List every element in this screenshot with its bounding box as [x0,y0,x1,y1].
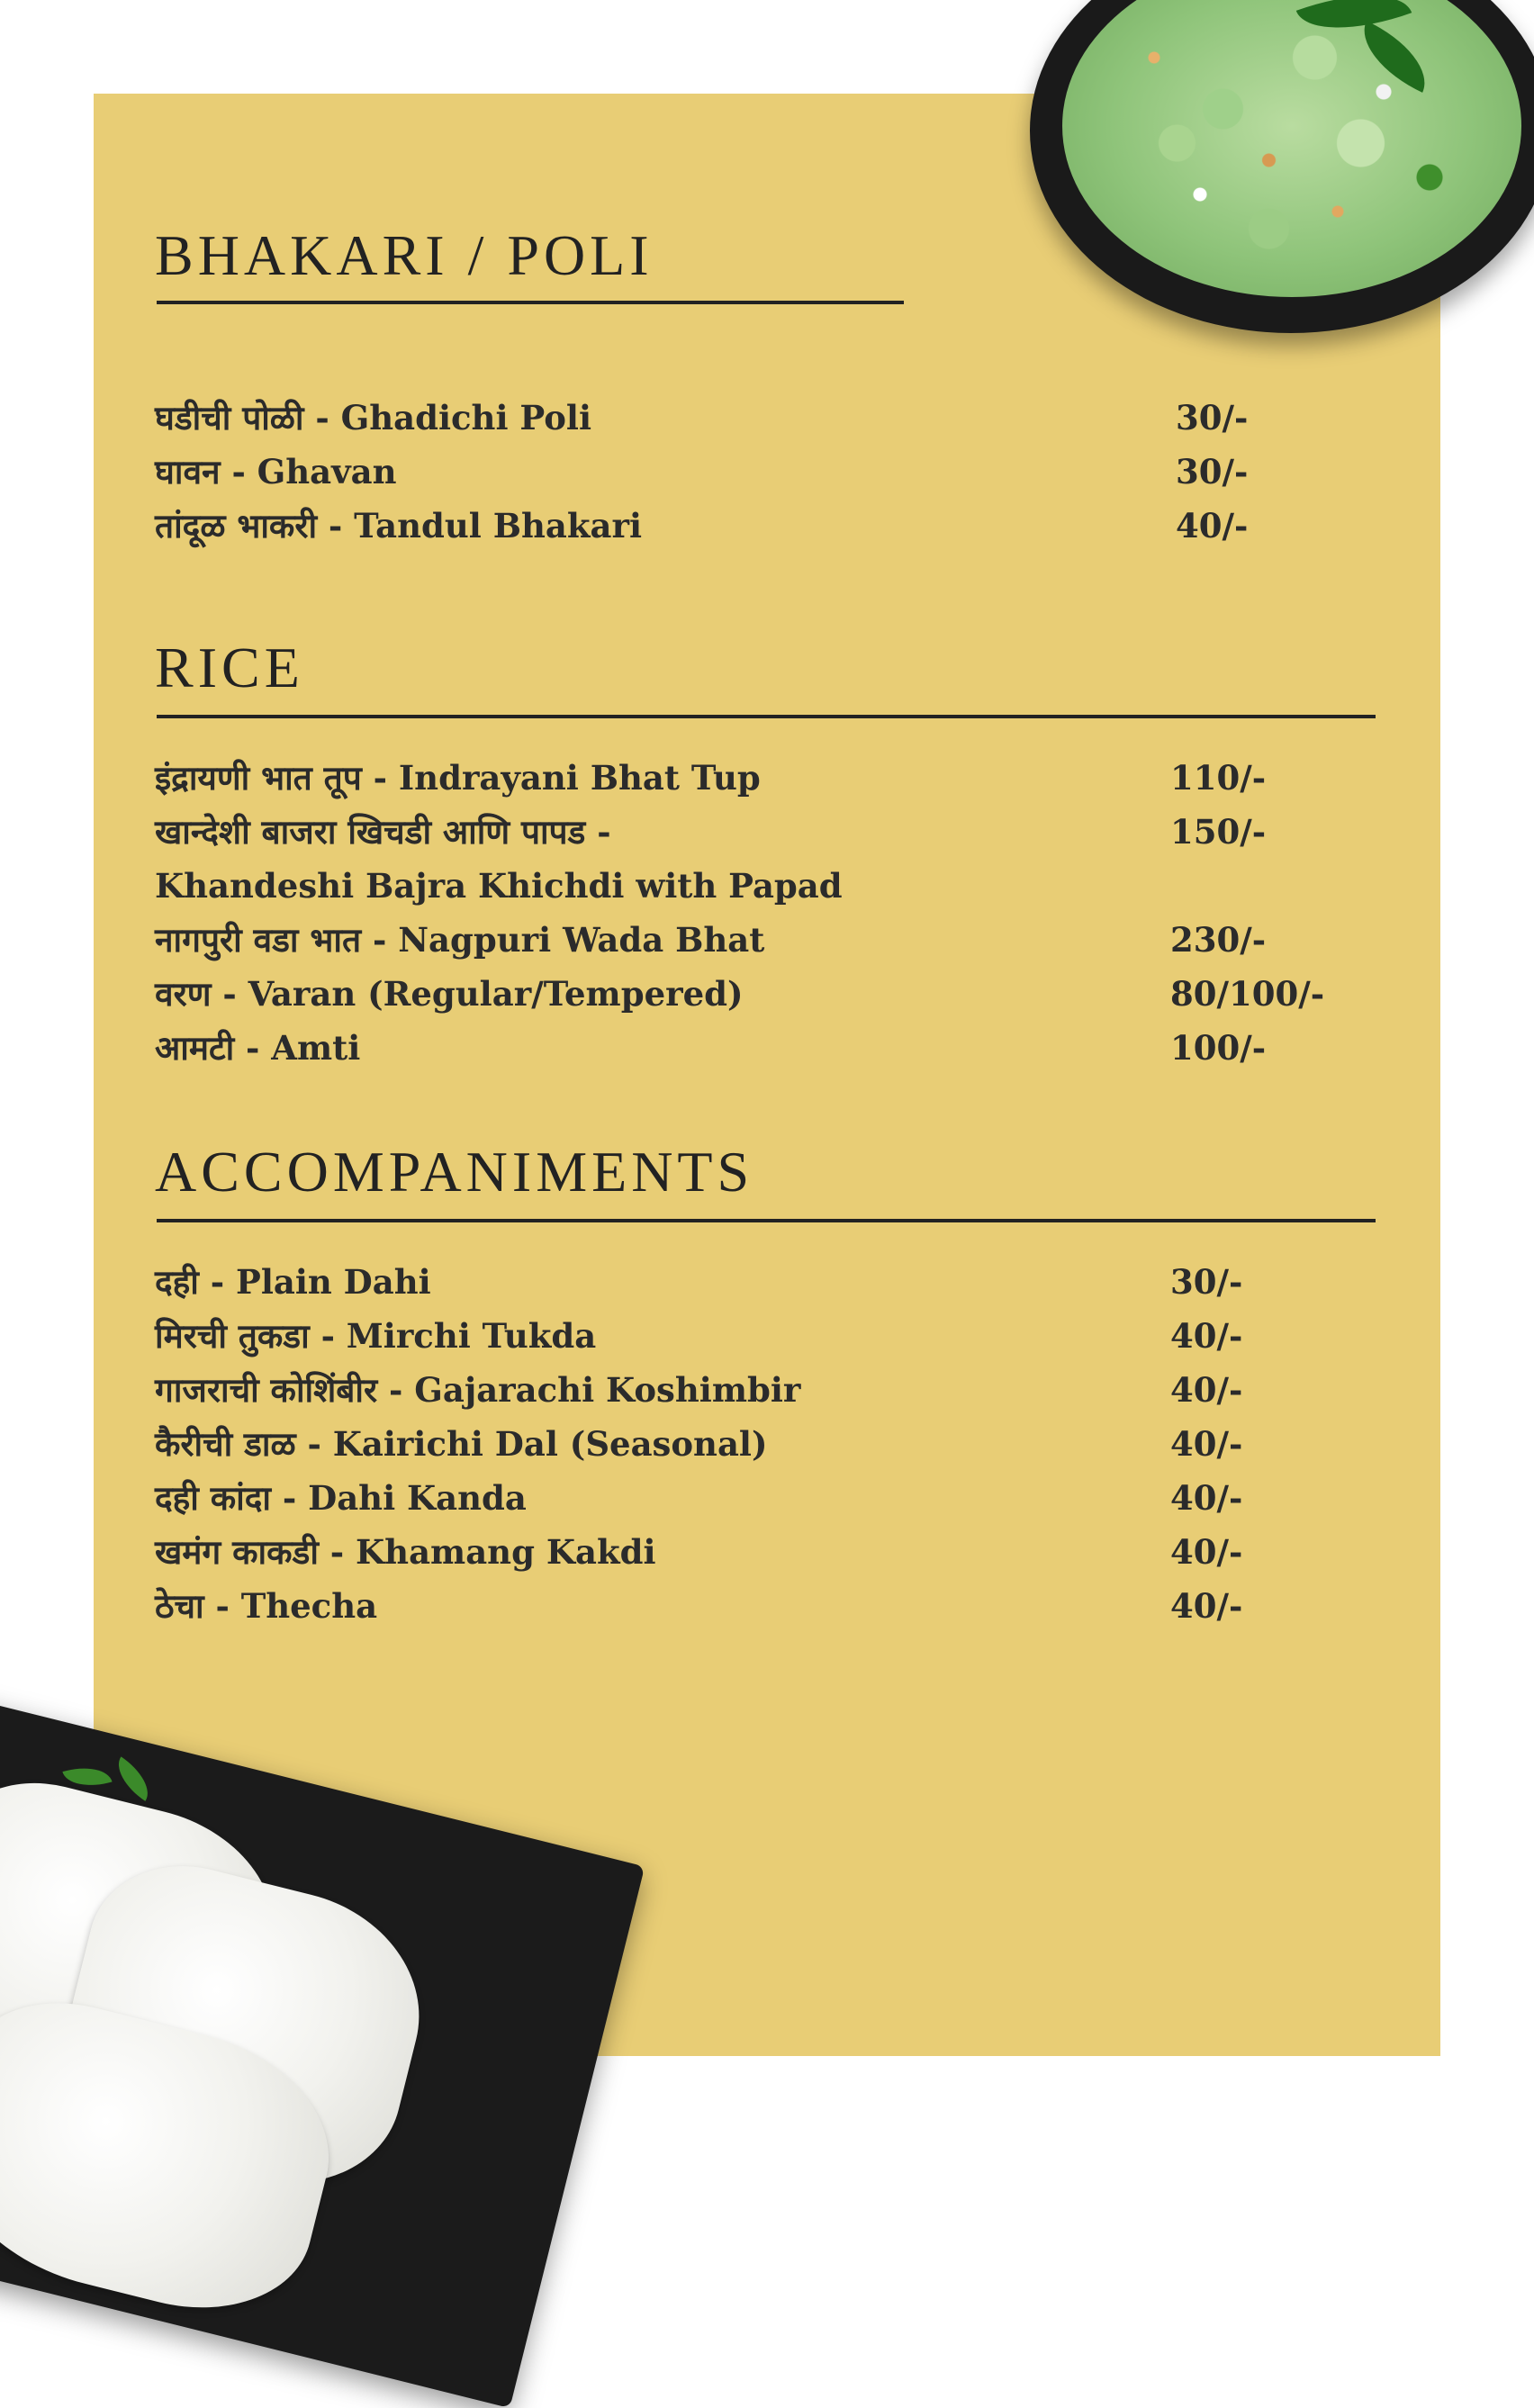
menu-panel [94,94,1440,2056]
menu-item [155,1255,1534,1309]
item-name: Khandeshi Bajra Khichdi with Papad [155,866,843,906]
item-name: घावन - Ghavan [155,452,397,492]
menu-item [155,1363,1534,1417]
item-name: दही - Plain Dahi [155,1262,431,1302]
item-name: गाजराची कोशिंबीर - Gajarachi Koshimbir [155,1370,801,1410]
menu-item [155,499,1534,553]
item-price: 40/- [1170,1424,1243,1464]
menu-item [155,1525,1534,1579]
menu-item-continued [155,859,1534,913]
item-name: दही कांदा - Dahi Kanda [155,1478,527,1518]
item-name: तांदूळ भाकरी - Tandul Bhakari [155,506,643,546]
salad-food [1062,0,1521,297]
item-price: 40/- [1170,1316,1243,1356]
menu-item [155,445,1534,499]
section-divider [157,1219,1376,1222]
section-divider [157,301,904,304]
item-price: 40/- [1170,1532,1243,1572]
item-price: 80/100/- [1170,974,1325,1014]
item-price: 30/- [1176,452,1249,492]
menu-item [155,1417,1534,1471]
item-name: इंद्रायणी भात तूप - Indrayani Bhat Tup [155,758,761,798]
section-title-bhakari-poli: BHAKARI / POLI [155,223,654,287]
item-price: 40/- [1170,1478,1243,1518]
item-name: नागपुरी वडा भात - Nagpuri Wada Bhat [155,920,765,960]
menu-item [155,1471,1534,1525]
menu-item [155,1579,1534,1633]
item-price: 40/- [1170,1586,1243,1626]
section-title-rice: RICE [155,636,304,699]
section-title-accompaniments: ACCOMPANIMENTS [155,1140,754,1204]
item-price: 30/- [1176,398,1249,437]
item-name: कैरीची डाळ - Kairichi Dal (Seasonal) [155,1424,768,1464]
item-name: खमंग काकडी - Khamang Kakdi [155,1532,656,1572]
menu-item [155,1021,1534,1075]
item-name: खान्देशी बाजरा खिचडी आणि पापड - [155,812,611,852]
menu-item [155,391,1534,445]
menu-item [155,913,1534,967]
item-name: वरण - Varan (Regular/Tempered) [155,974,744,1014]
item-name: घडीची पोळी - Ghadichi Poli [155,398,592,437]
item-price: 230/- [1170,920,1267,960]
item-name: आमटी - Amti [155,1028,361,1068]
item-name: ठेचा - Thecha [155,1586,378,1626]
menu-item [155,967,1534,1021]
menu-item [155,751,1534,805]
coriander-leaf-icon [108,1756,158,1801]
item-price: 30/- [1170,1262,1243,1302]
item-price: 150/- [1170,812,1267,852]
section-divider [157,715,1376,718]
item-price: 110/- [1170,758,1267,798]
item-price: 40/- [1170,1370,1243,1410]
item-price: 40/- [1176,506,1249,546]
item-name: मिरची तुकडा - Mirchi Tukda [155,1316,597,1356]
menu-item [155,1309,1534,1363]
item-price: 100/- [1170,1028,1267,1068]
menu-item [155,805,1534,859]
